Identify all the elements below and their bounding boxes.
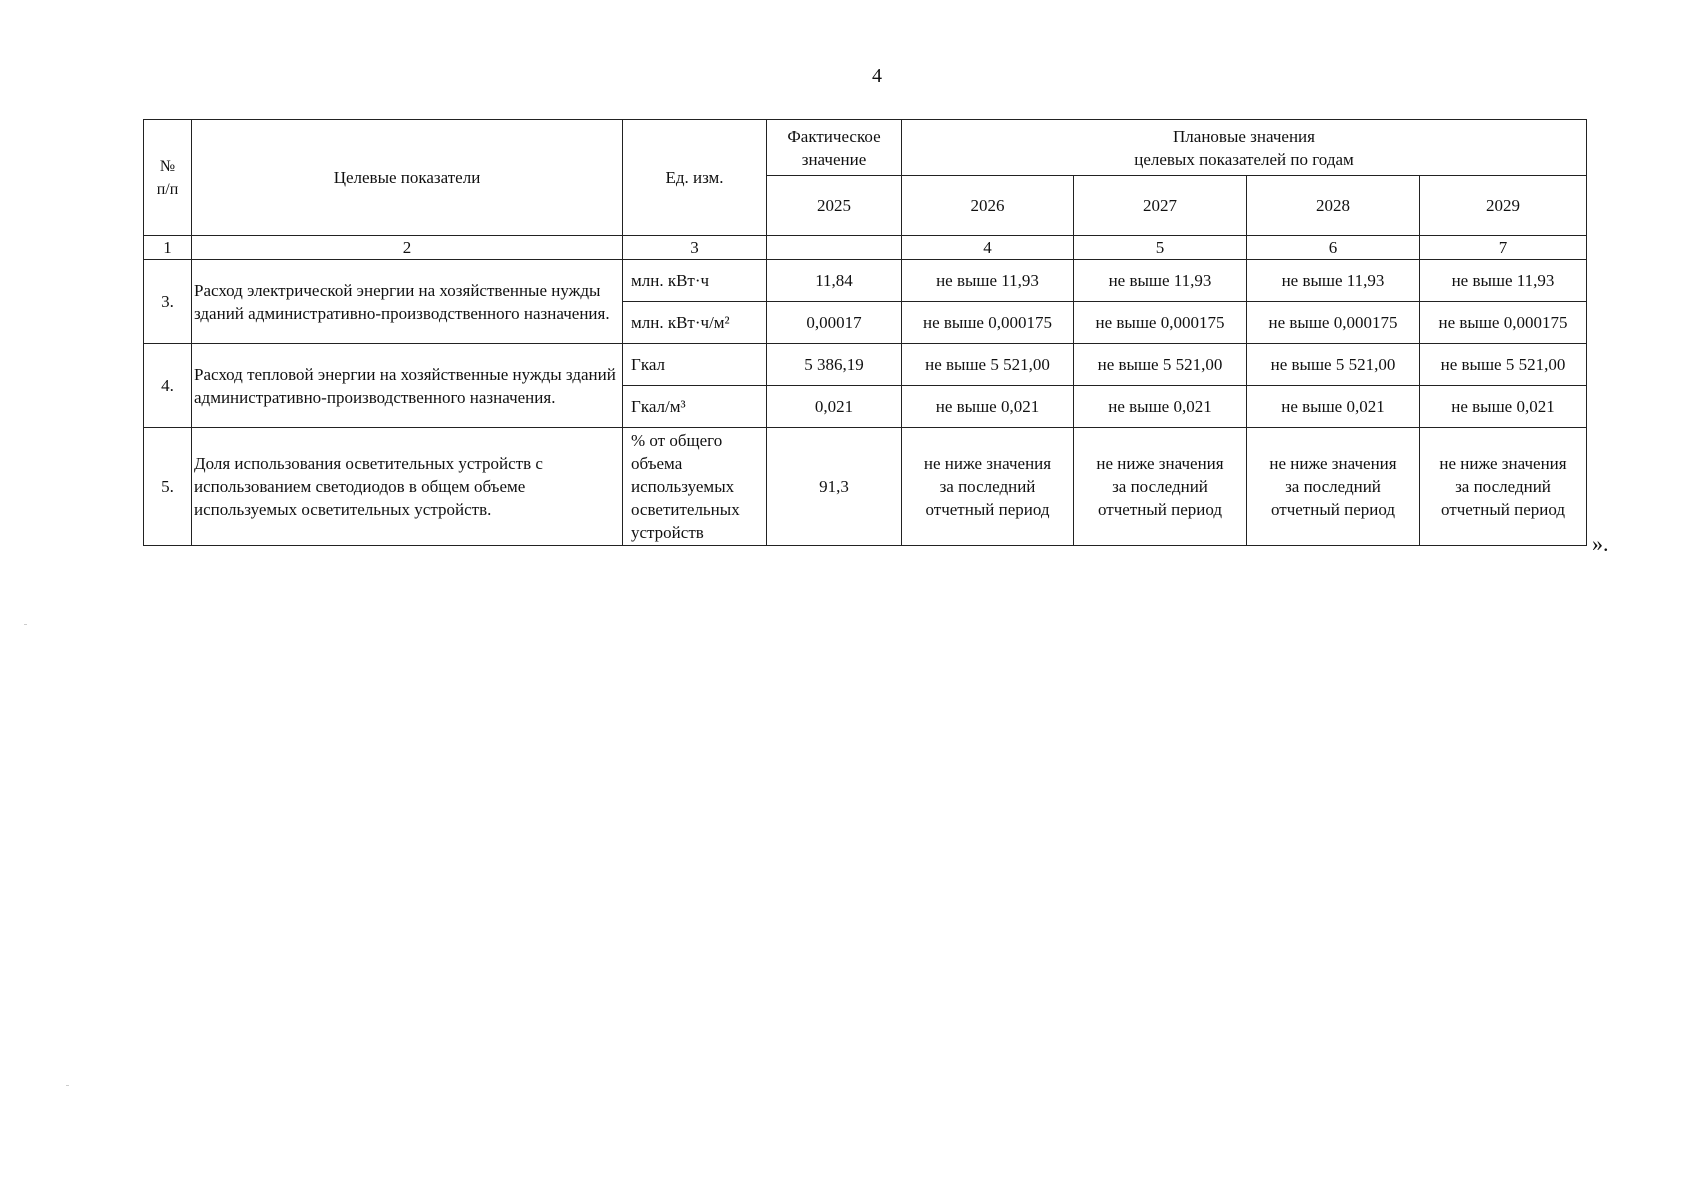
plan-value: не выше 11,93 xyxy=(1074,260,1247,302)
unit-cell: % от общего объема используемых осветительных устройств xyxy=(623,428,767,546)
actual-value: 0,021 xyxy=(767,386,902,428)
column-number: 2 xyxy=(192,236,623,260)
column-number xyxy=(767,236,902,260)
plan-value: не выше 0,000175 xyxy=(902,302,1074,344)
plan-value: не выше 5 521,00 xyxy=(1420,344,1587,386)
plan-value: не выше 0,021 xyxy=(1420,386,1587,428)
header-planned: Плановые значения целевых показателей по годам xyxy=(902,120,1587,176)
plan-value: не выше 0,000175 xyxy=(1074,302,1247,344)
table-row xyxy=(144,260,1587,302)
actual-value: 0,00017 xyxy=(767,302,902,344)
plan-value: не выше 0,000175 xyxy=(1247,302,1420,344)
plan-value: не ниже значения за последний отчетный период xyxy=(902,428,1074,546)
plan-value: не выше 5 521,00 xyxy=(1247,344,1420,386)
unit-cell: Гкал/м³ xyxy=(623,386,767,428)
column-number: 1 xyxy=(144,236,192,260)
scan-speck xyxy=(66,1085,69,1086)
plan-value: не выше 0,000175 xyxy=(1420,302,1587,344)
table-row xyxy=(144,344,1587,386)
column-number: 7 xyxy=(1420,236,1587,260)
indicator-name: Доля использования осветительных устройств с использованием светодиодов в общем объеме используемых осветительных устройств. xyxy=(192,428,623,546)
header-row xyxy=(144,120,1587,176)
header-actual: Фактическое значение xyxy=(767,120,902,176)
header-year: 2027 xyxy=(1074,176,1247,236)
plan-value: не выше 0,021 xyxy=(1074,386,1247,428)
plan-value: не выше 0,021 xyxy=(1247,386,1420,428)
page-number: 4 xyxy=(872,65,882,87)
column-number: 3 xyxy=(623,236,767,260)
row-number: 5. xyxy=(144,428,192,546)
plan-value: не выше 5 521,00 xyxy=(1074,344,1247,386)
column-number: 6 xyxy=(1247,236,1420,260)
row-number: 4. xyxy=(144,344,192,428)
indicators-table-wrap xyxy=(143,119,1586,546)
header-year: 2026 xyxy=(902,176,1074,236)
indicator-name: Расход электрической энергии на хозяйственные нужды зданий административно-производственного назначения. xyxy=(192,260,623,344)
row-number: 3. xyxy=(144,260,192,344)
plan-value: не выше 11,93 xyxy=(902,260,1074,302)
column-numbers-row xyxy=(144,236,1587,260)
table-body xyxy=(144,120,1587,546)
actual-value: 91,3 xyxy=(767,428,902,546)
plan-value: не ниже значения за последний отчетный период xyxy=(1420,428,1587,546)
header-year: 2028 xyxy=(1247,176,1420,236)
closing-quote: ». xyxy=(1592,531,1609,556)
actual-value: 5 386,19 xyxy=(767,344,902,386)
plan-value: не выше 11,93 xyxy=(1247,260,1420,302)
header-num: № п/п xyxy=(144,120,192,236)
unit-cell: млн. кВт·ч/м² xyxy=(623,302,767,344)
plan-value: не выше 5 521,00 xyxy=(902,344,1074,386)
plan-value: не выше 11,93 xyxy=(1420,260,1587,302)
indicators-table xyxy=(143,119,1587,546)
header-year: 2029 xyxy=(1420,176,1587,236)
unit-cell: млн. кВт·ч xyxy=(623,260,767,302)
actual-value: 11,84 xyxy=(767,260,902,302)
plan-value: не выше 0,021 xyxy=(902,386,1074,428)
indicator-name: Расход тепловой энергии на хозяйственные нужды зданий административно-производственного назначения. xyxy=(192,344,623,428)
header-year: 2025 xyxy=(767,176,902,236)
unit-cell: Гкал xyxy=(623,344,767,386)
header-indicator: Целевые показатели xyxy=(192,120,623,236)
column-number: 5 xyxy=(1074,236,1247,260)
header-unit: Ед. изм. xyxy=(623,120,767,236)
table-row xyxy=(144,428,1587,546)
plan-value: не ниже значения за последний отчетный период xyxy=(1074,428,1247,546)
scan-speck xyxy=(24,624,27,625)
plan-value: не ниже значения за последний отчетный период xyxy=(1247,428,1420,546)
column-number: 4 xyxy=(902,236,1074,260)
